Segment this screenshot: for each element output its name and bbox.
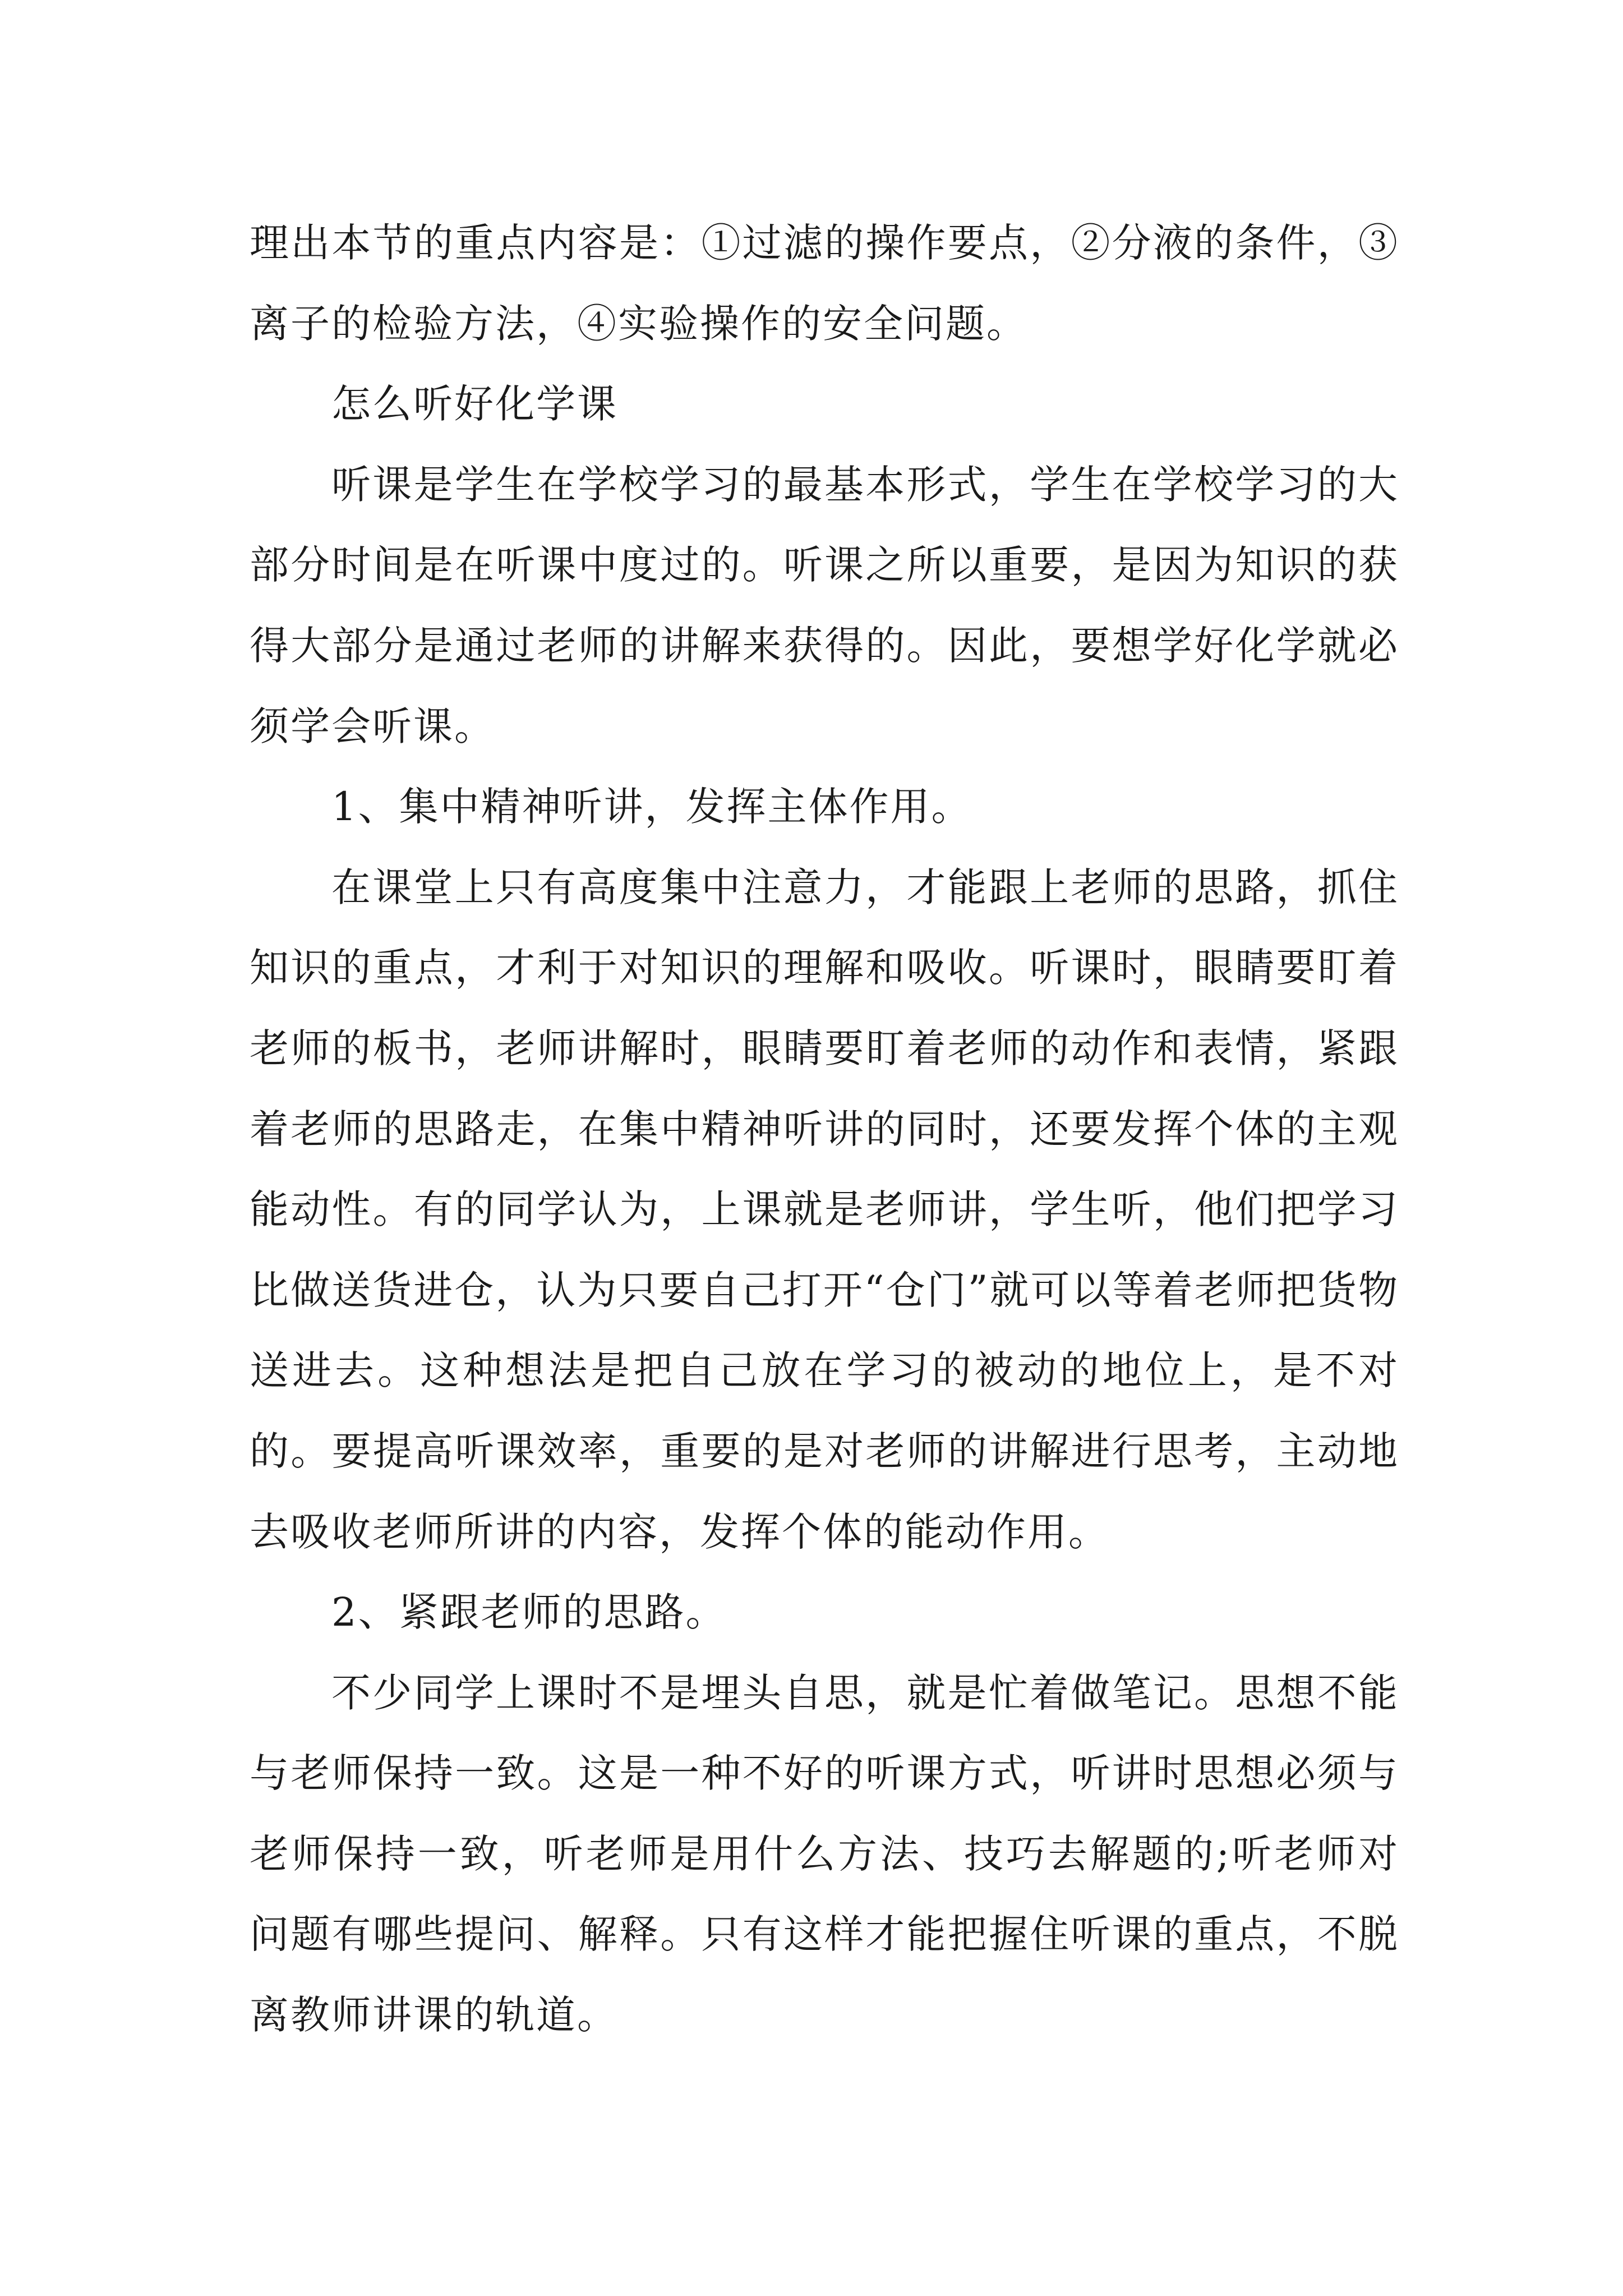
- paragraph-continuation: 理出本节的重点内容是：①过滤的操作要点，②分液的条件，③离子的检验方法，④实验操作的安全问题。: [250, 220, 1399, 347]
- document-body: [250, 203, 1399, 2056]
- paragraph-point-1: 在课堂上只有高度集中注意力，才能跟上老师的思路，抓住知识的重点，才利于对知识的理解和吸收。听课时，眼睛要盯着老师的板书，老师讲解时，眼睛要盯着老师的动作和表情，紧跟着老师的思路走，在集中精神听讲的同时，还要发挥个体的主观能动性。有的同学认为，上课就是老师讲，学生听，他们把学习比做送货进仓，认为只要自己打开“仓门”就可以等着老师把货物送进去。这种想法是把自己放在学习的被动的地位上，是不对的。要提高听课效率，重要的是对老师的讲解进行思考，主动地去吸收老师所讲的内容，发挥个体的能动作用。: [250, 864, 1399, 1555]
- subheading-point-2: 2、紧跟老师的思路。: [331, 1589, 727, 1636]
- paragraph-point-2: 不少同学上课时不是埋头自思，就是忙着做笔记。思想不能与老师保持一致。这是一种不好的听课方式，听讲时思想必须与老师保持一致，听老师是用什么方法、技巧去解题的;听老师对问题有哪些提问、解释。只有这样才能把握住听课的重点，不脱离教师讲课的轨道。: [250, 1669, 1399, 2039]
- section-heading-how-to-listen: 怎么听好化学课: [331, 381, 618, 427]
- paragraph-intro: 听课是学生在学校学习的最基本形式，学生在学校学习的大部分时间是在听课中度过的。听课之所以重要，是因为知识的获得大部分是通过老师的讲解来获得的。因此，要想学好化学就必须学会听课。: [250, 461, 1399, 749]
- subheading-point-1: 1、集中精神听讲，发挥主体作用。: [331, 784, 972, 830]
